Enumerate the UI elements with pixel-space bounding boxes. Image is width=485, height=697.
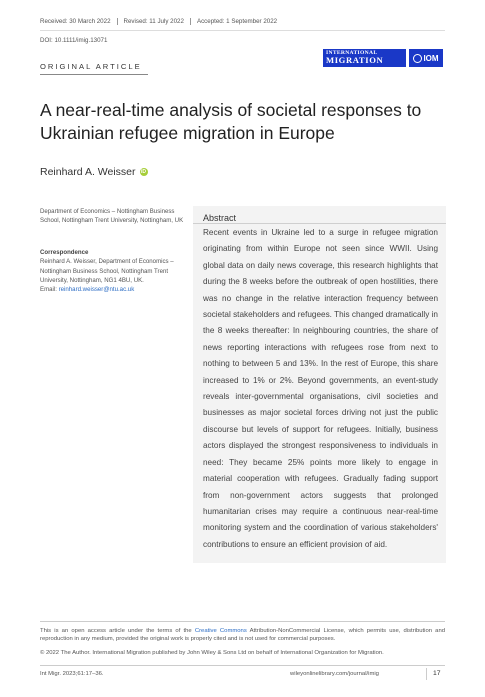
copyright-notice: © 2022 The Author. International Migration published by John Wiley & Sons Ltd on behalf of International Organization for Migration. <box>40 650 384 656</box>
author-name: Reinhard A. Weisser <box>40 166 136 178</box>
journal-logo[interactable] <box>323 49 406 67</box>
abstract-heading: Abstract <box>203 213 237 223</box>
globe-icon <box>413 54 422 63</box>
doi[interactable]: DOI: 10.1111/imig.13071 <box>40 37 108 44</box>
article-title: A near-real-time analysis of societal responses to Ukrainian refugee migration in Europe <box>40 100 422 143</box>
abstract-divider <box>193 223 446 224</box>
abstract-text: Recent events in Ukraine led to a surge in refugee migration originating from within Europe not seen since WWII. Using global data on daily news coverage, this research highlights that during the 8 weeks before the outbreak of open hostilities, there was no change in the relative interaction frequency between societal stakeholders and refugees. This changed dramatically in the 8 weeks thereafter: In neighbouring countries, the share of news reporting interactions with refugees rose from next to nothing to between 5 and 13%. In the rest of Europe, this share increased to 1% or 2%. Beyond governments, an event-study reveals inter-governmental organisations, civil societies and businesses as major societal forces driving not just the public discourse but levels of support for refugees. Initially, business actors displayed the strongest responsiveness to individuals in need: They became 25% points more likely to engage in material cooperation with refugees. Gradually fading support from non-government actors suggests that prolonged humanitarian crises may require a continuous near-real-time monitoring system and the coordination of various stakeholders' contributions to ensure an efficient provision of aid. <box>203 228 438 549</box>
page-number-divider <box>426 668 427 680</box>
bottom-divider <box>40 665 445 666</box>
article-type-divider <box>40 74 148 75</box>
iom-logo-text: IOM <box>423 53 439 63</box>
license-text-post: Attribution-NonCommercial License, which permits use, distribution and reproduction in any medium, provided the original work is properly cited and is not used for commercial purposes. <box>40 628 445 643</box>
email-link[interactable]: reinhard.weisser@ntu.ac.uk <box>58 286 135 294</box>
iom-logo[interactable] <box>409 49 443 67</box>
license-notice <box>40 627 445 644</box>
correspondence <box>40 248 190 294</box>
correspondence-email-row <box>40 285 190 294</box>
journal-logo-line2: MIGRATION <box>326 55 384 66</box>
orcid-icon[interactable]: iD <box>141 169 147 175</box>
revised-date: Revised: 11 July 2022 <box>117 18 190 25</box>
article-dates <box>40 18 283 25</box>
journal-site-link[interactable]: wileyonlinelibrary.com/journal/imig <box>290 671 379 677</box>
affiliation: Department of Economics – Nottingham Business School, Nottingham Trent University, Nottingham, UK <box>40 208 184 225</box>
accepted-date: Accepted: 1 September 2022 <box>190 18 283 25</box>
journal-logo-line1: INTERNATIONAL <box>326 50 378 56</box>
footer-divider <box>40 621 445 622</box>
creative-commons-link[interactable]: Creative Commons <box>194 628 247 634</box>
page-number: 17 <box>433 670 441 677</box>
received-date: Received: 30 March 2022 <box>40 18 111 25</box>
email-label: Email: <box>40 286 59 294</box>
header-divider <box>40 30 445 31</box>
correspondence-heading: Correspondence <box>40 249 89 256</box>
license-text-pre: This is an open access article under the terms of the <box>40 628 195 634</box>
correspondence-address: Reinhard A. Weisser, Department of Economics – Nottingham Business School, Nottingham Trent University, Nottingham, NG1 4BU, UK. <box>40 258 174 284</box>
citation: Int Migr. 2023;61:17–36. <box>40 671 104 677</box>
article-type: ORIGINAL ARTICLE <box>40 62 142 71</box>
author <box>40 166 148 178</box>
